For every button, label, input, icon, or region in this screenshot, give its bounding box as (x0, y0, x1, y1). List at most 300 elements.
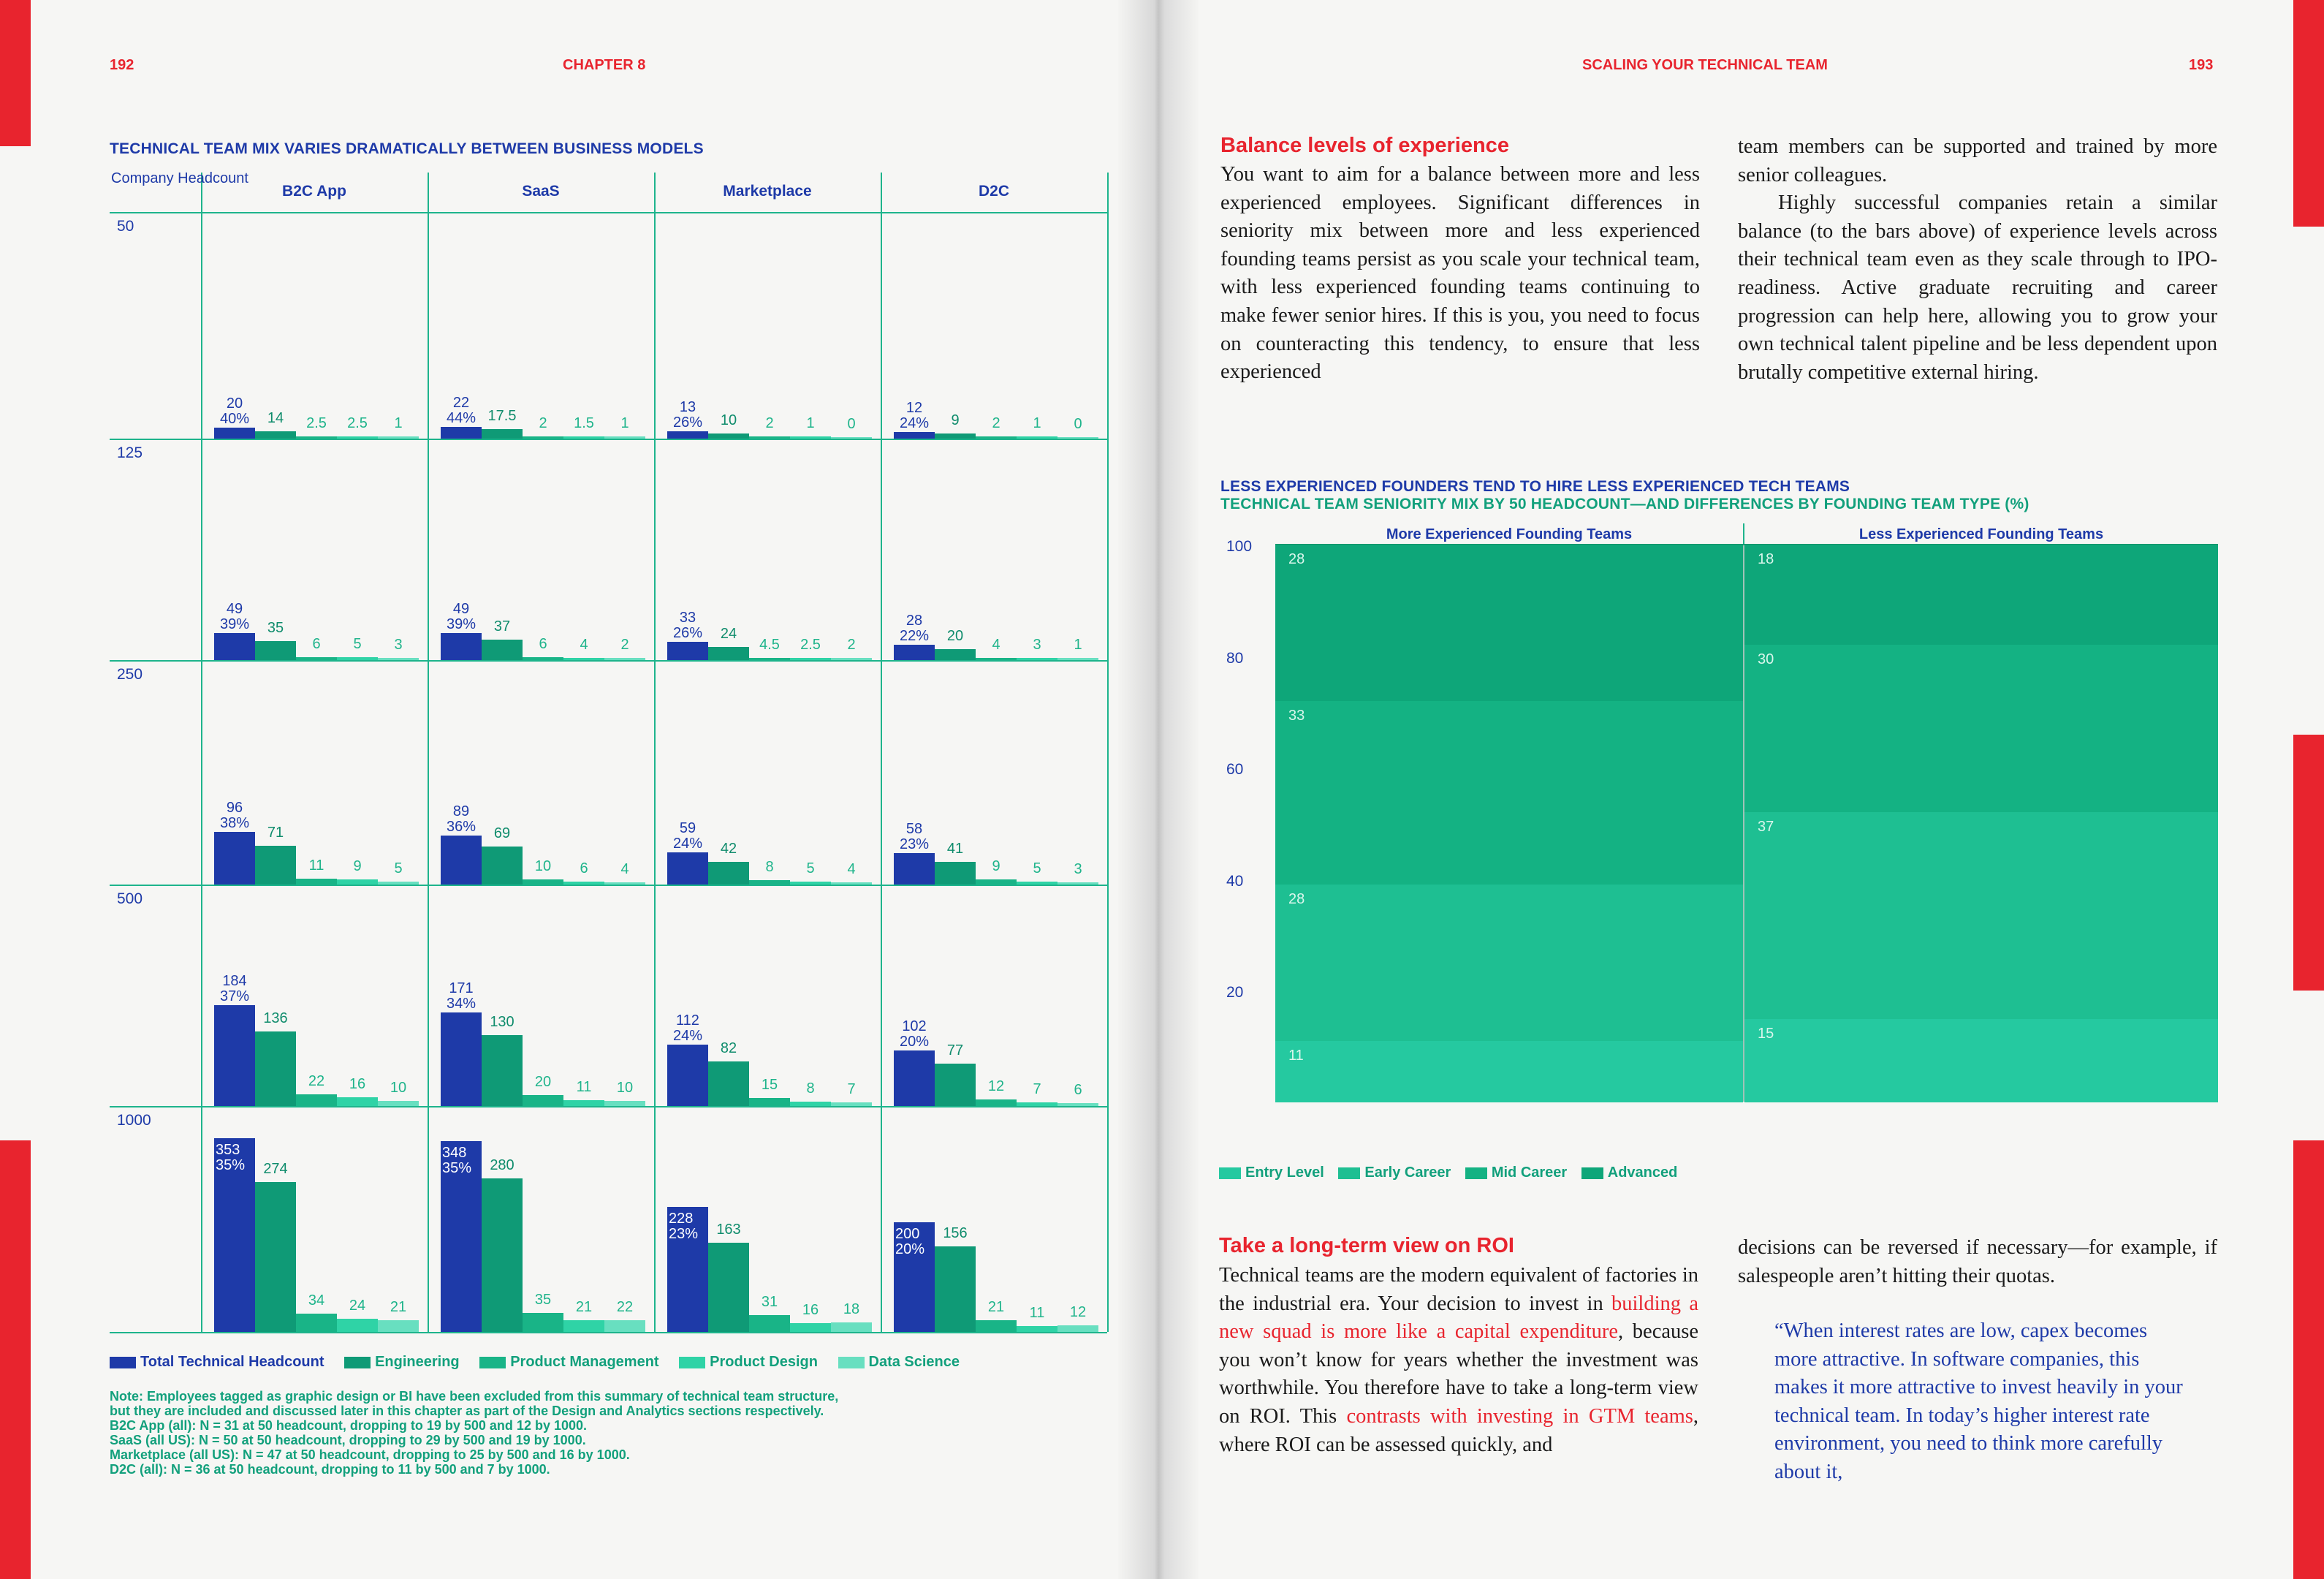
total-headcount: 102 (902, 1018, 927, 1034)
bar-total (667, 642, 708, 660)
bar-segment (1057, 658, 1098, 660)
segment-value-label: 9 (353, 858, 362, 875)
grid-hline (110, 660, 1107, 662)
bar-segment (708, 1061, 749, 1107)
bar-segment (1017, 658, 1057, 660)
bar-segment (604, 658, 645, 660)
grid-vline (1107, 173, 1109, 1332)
segment-value-label: 14 (267, 409, 284, 426)
total-headcount: 20 (226, 395, 243, 412)
edge-tab-right-bottom (2293, 1140, 2324, 1579)
segment-value-label: 5 (1033, 860, 1041, 877)
bar-segment (1057, 882, 1098, 885)
total-value-label (438, 395, 485, 426)
segment-value-label: 41 (946, 841, 964, 857)
segment-value-label: 37 (493, 618, 511, 635)
y-tick-label: 100 (1226, 538, 1253, 555)
y-tick-label: 40 (1226, 872, 1244, 890)
segment-label: 30 (1758, 651, 1774, 668)
bar-segment (935, 1064, 976, 1106)
bar-segment (378, 882, 419, 885)
seniority-legend (1219, 1165, 1687, 1181)
segment-label: 11 (1288, 1048, 1304, 1064)
bar-segment (523, 1095, 563, 1106)
bar-segment (935, 862, 976, 885)
header-divider (1743, 523, 1744, 545)
segment-value-label: 0 (1074, 416, 1082, 432)
segment-value-label: 6 (312, 635, 321, 652)
segment-value-label: 274 (263, 1160, 288, 1177)
bar-segment (1057, 1325, 1098, 1332)
seniority-category-header: More Experienced Founding Teams (1386, 526, 1633, 542)
bar-segment (831, 437, 872, 439)
bar-segment (337, 1097, 378, 1106)
chart-title-sub: TECHNICAL TEAM SENIORITY MIX BY 50 HEADCOUNT—AND DIFFERENCES BY FOUNDING TEAM TYPE (%) (1220, 496, 2029, 512)
bar-total (894, 1050, 935, 1107)
segment-value-label: 31 (761, 1293, 778, 1310)
body-text-col1-top: You want to aim for a balance between more and less experienced employees. Significant differences in seniority mix between more and less experienced founding teams persist as you scale your technical team, with less experienced founding teams continuing to make fewer senior hires. If this is you, you need to focus on counteracting this tendency, to ensure that less experienced (1220, 163, 1700, 384)
bar-segment (604, 436, 645, 439)
figure-title-left: TECHNICAL TEAM MIX VARIES DRAMATICALLY BETWEEN BUSINESS MODELS (110, 140, 704, 157)
bar-segment (749, 1315, 790, 1332)
segment-value-label: 1 (394, 415, 403, 431)
bar-total (894, 432, 935, 439)
segment-value-label: 17.5 (487, 407, 517, 424)
segment-value-label: 2.5 (800, 637, 821, 653)
segment-value-label: 10 (616, 1079, 634, 1096)
legend-data-science: Data Science (838, 1354, 960, 1371)
segment-value-label: 2 (620, 637, 629, 653)
bar-segment (378, 658, 419, 660)
bar-segment (831, 1322, 872, 1333)
chart-title-main: LESS EXPERIENCED FOUNDERS TEND TO HIRE LESS EXPERIENCED TECH TEAMS (1220, 478, 1850, 495)
total-percent: 37% (219, 988, 250, 1004)
stacked-segment (1275, 544, 1743, 701)
segment-value-label: 21 (575, 1299, 593, 1316)
segment-value-label: 7 (1033, 1080, 1041, 1097)
legend-product-management: Product Management (479, 1354, 658, 1371)
total-headcount: 112 (676, 1012, 699, 1029)
segment-value-label: 82 (720, 1040, 737, 1056)
edge-tab-left-top (0, 0, 31, 146)
segment-value-label: 2.5 (306, 415, 327, 431)
segment-value-label: 24 (720, 626, 737, 642)
bar-segment (378, 1320, 419, 1332)
legend-mid-career: Mid Career (1465, 1165, 1567, 1181)
link-capital-expenditure[interactable]: building a new squad is more like a capital expenditure (1219, 1292, 1698, 1344)
total-headcount: 353 (216, 1142, 240, 1159)
legend-engineering: Engineering (344, 1354, 460, 1371)
bar-segment (935, 433, 976, 439)
segment-value-label: 9 (951, 412, 960, 429)
segment-label: 28 (1288, 551, 1305, 567)
segment-value-label: 156 (943, 1225, 968, 1241)
segment-value-label: 2 (539, 415, 547, 431)
total-value-label (664, 821, 711, 852)
stacked-segment (1275, 700, 1743, 885)
total-headcount: 184 (222, 973, 247, 989)
segment-label: 37 (1758, 819, 1774, 836)
bar-segment (604, 1320, 645, 1333)
total-percent: 35% (216, 1157, 246, 1174)
total-value-label (211, 800, 258, 831)
segment-value-label: 16 (802, 1302, 819, 1318)
grid-hline (110, 1332, 1107, 1333)
legend-total: Total Technical Headcount (110, 1354, 324, 1371)
bar-segment (1017, 1326, 1057, 1332)
bar-segment (749, 880, 790, 885)
total-headcount: 49 (226, 601, 243, 618)
segment-value-label: 1 (806, 415, 815, 431)
bar-segment (708, 647, 749, 660)
bar-segment (296, 879, 337, 885)
total-headcount: 89 (452, 803, 470, 820)
segment-value-label: 5 (353, 636, 362, 653)
total-percent: 38% (219, 815, 250, 831)
bar-segment (1017, 436, 1057, 439)
bar-segment (563, 1320, 604, 1332)
page-number-right: 193 (2189, 57, 2214, 73)
grid-hline (110, 212, 1107, 213)
running-head-right: SCALING YOUR TECHNICAL TEAM (1582, 57, 1828, 73)
edge-tab-right-top (2293, 0, 2324, 227)
column-header-d2c: D2C (978, 183, 1009, 200)
total-percent: 39% (446, 616, 476, 633)
bar-segment (1057, 437, 1098, 439)
segment-value-label: 15 (761, 1076, 778, 1093)
segment-value-label: 4.5 (759, 636, 780, 653)
segment-value-label: 11 (576, 1078, 592, 1095)
category-divider (1743, 544, 1744, 1102)
bar-segment (749, 658, 790, 660)
y-tick-label: 20 (1226, 984, 1244, 1001)
total-value-label (438, 804, 485, 835)
stacked-segment (1275, 1040, 1743, 1102)
book-gutter (1118, 0, 1199, 1579)
bar-segment (604, 1101, 645, 1107)
pull-quote: “When interest rates are low, capex becomes more attractive. In software companies, this makes it more attractive to invest heavily in your technical team. In today’s higher interest rate environment, you need to think more carefully about it, (1774, 1319, 2183, 1483)
grid-hline (110, 439, 1107, 440)
bar-segment (976, 1099, 1017, 1106)
grid-hline (110, 1106, 1107, 1107)
total-value-label (211, 396, 258, 427)
total-percent: 24% (899, 415, 930, 431)
total-value-label (891, 613, 938, 644)
total-percent: 20% (895, 1241, 925, 1257)
segment-value-label: 280 (490, 1157, 514, 1173)
bar-segment (563, 882, 604, 885)
total-percent: 23% (899, 836, 930, 852)
stacked-segment (1275, 884, 1743, 1041)
grid-vline (654, 173, 656, 1332)
bar-segment (831, 882, 872, 885)
bar-segment (708, 862, 749, 885)
bar-segment (523, 879, 563, 885)
total-percent: 24% (672, 835, 703, 852)
bar-segment (296, 1314, 337, 1333)
total-headcount: 33 (679, 610, 696, 626)
bar-total (667, 431, 708, 439)
segment-value-label: 130 (490, 1013, 514, 1030)
bar-segment (337, 657, 378, 660)
segment-value-label: 2 (765, 415, 774, 431)
bar-segment (296, 1094, 337, 1107)
running-head-left: CHAPTER 8 (563, 57, 646, 73)
total-percent: 35% (442, 1160, 472, 1176)
bar-total (441, 633, 482, 660)
bar-total (214, 428, 255, 439)
segment-value-label: 5 (394, 860, 403, 877)
segment-value-label: 9 (992, 858, 1000, 875)
segment-value-label: 35 (267, 619, 284, 636)
bar-segment (563, 1100, 604, 1106)
bar-segment (749, 436, 790, 439)
total-percent: 44% (446, 409, 476, 426)
bar-total (667, 1045, 708, 1106)
segment-value-label: 11 (308, 857, 324, 874)
bar-total (667, 852, 708, 885)
stacked-segment (1744, 811, 2218, 1018)
bar-segment (378, 436, 419, 439)
total-value-label (891, 401, 938, 431)
page-number-left: 192 (110, 57, 134, 73)
total-headcount: 171 (449, 980, 474, 996)
bar-segment (1057, 1103, 1098, 1107)
segment-value-label: 10 (390, 1079, 407, 1096)
bar-total (441, 836, 482, 885)
segment-value-label: 20 (534, 1074, 552, 1090)
bar-segment (296, 657, 337, 661)
segment-value-label: 71 (267, 824, 284, 841)
total-percent: 23% (669, 1226, 699, 1242)
grid-hline (110, 885, 1107, 886)
bar-segment (708, 1243, 749, 1332)
segment-value-label: 12 (987, 1078, 1005, 1094)
bar-segment (255, 1182, 296, 1333)
chart-notes: Note: Employees tagged as graphic design or BI have been excluded from this summary of technical team structure, but they are included and discussed later in this chapter as part of the Design and Analytics sections respectively. B2C App (all): N = 31 at 50 headcount, dropping to 19 by 500 and 12 by 1000. SaaS (all US): N = 50 at 50 headcount, dropping to 29 by 500 and 19 by 1000. Marketplace (all US): N = 47 at 50 headcount, dropping to 25 by 500 and 16 by 1000. D2C (all): N = 36 at 50 headcount, dropping to 11 by 500 and 7 by 1000. (110, 1389, 839, 1477)
segment-value-label: 1.5 (574, 415, 594, 431)
segment-value-label: 4 (580, 637, 588, 653)
bar-segment (790, 1323, 831, 1332)
bar-segment (563, 436, 604, 439)
grid-vline (881, 173, 882, 1332)
segment-value-label: 69 (493, 825, 511, 842)
segment-value-label: 77 (946, 1042, 964, 1059)
bar-segment (482, 1178, 523, 1332)
bar-segment (749, 1098, 790, 1106)
body-text-col1-bottom: Technical teams are the modern equivalent of factories in the industrial era. Your decision to invest in building a new squad is more like a capital expenditure, because you won’t know for years whether the investment was worthwhile. You therefore have to take a long-term view on ROI. This contrasts with investing in GTM teams, where ROI can be assessed quickly, and (1219, 1264, 1698, 1456)
stacked-segment (1744, 1018, 2218, 1102)
bar-total (441, 427, 482, 439)
segment-value-label: 3 (394, 637, 403, 653)
total-headcount: 348 (442, 1145, 467, 1161)
bar-total (214, 1005, 255, 1106)
legend-product-design: Product Design (679, 1354, 818, 1371)
segment-value-label: 163 (716, 1221, 741, 1238)
total-headcount: 59 (679, 819, 696, 836)
total-value-label (438, 981, 485, 1012)
segment-value-label: 3 (1074, 861, 1082, 877)
bar-segment (976, 1320, 1017, 1332)
bar-segment (935, 649, 976, 660)
segment-value-label: 10 (534, 857, 552, 874)
total-value-label (664, 400, 711, 431)
bar-total (214, 832, 255, 885)
segment-value-label: 4 (620, 861, 629, 877)
total-percent: 39% (219, 616, 250, 633)
bar-segment (831, 1102, 872, 1106)
bar-segment (523, 1313, 563, 1332)
segment-value-label: 8 (765, 859, 774, 875)
total-headcount: 58 (905, 820, 923, 837)
total-headcount: 13 (679, 399, 696, 416)
total-percent: 26% (672, 625, 703, 642)
segment-value-label: 3 (1033, 637, 1041, 653)
segment-value-label: 20 (946, 628, 964, 644)
bar-segment (1017, 1102, 1057, 1106)
legend-early-career: Early Career (1338, 1165, 1451, 1181)
y-tick-label: 60 (1226, 761, 1244, 779)
bar-segment (296, 436, 337, 439)
total-value-label (891, 1019, 938, 1050)
column-header-saas: SaaS (522, 183, 560, 200)
body-text-col2-bottom: decisions can be reversed if necessary—for example, if salespeople aren’t hitting their quotas. (1738, 1236, 2217, 1287)
segment-value-label: 10 (720, 412, 737, 428)
segment-value-label: 42 (720, 840, 737, 857)
total-value-label (664, 610, 711, 641)
bar-segment (337, 1319, 378, 1332)
left-page (0, 0, 1153, 1579)
bar-segment (976, 658, 1017, 660)
segment-value-label: 21 (390, 1299, 407, 1316)
stacked-segment (1744, 644, 2218, 812)
total-headcount: 22 (452, 394, 470, 411)
segment-value-label: 2 (847, 637, 856, 653)
segment-value-label: 34 (308, 1292, 325, 1309)
segment-value-label: 1 (1033, 415, 1041, 431)
segment-label: 28 (1288, 891, 1305, 908)
bar-segment (604, 882, 645, 885)
bar-total (214, 633, 255, 660)
bar-segment (708, 433, 749, 439)
stacked-segment (1744, 544, 2218, 645)
legend-entry-level: Entry Level (1219, 1165, 1324, 1181)
legend-advanced: Advanced (1581, 1165, 1678, 1181)
segment-value-label: 8 (806, 1080, 815, 1097)
total-value-label (891, 822, 938, 852)
segment-value-label: 6 (539, 635, 547, 652)
total-percent: 36% (446, 819, 476, 836)
total-percent: 24% (672, 1028, 703, 1044)
bar-segment (482, 640, 523, 660)
bar-segment (482, 1035, 523, 1107)
segment-value-label: 2.5 (347, 415, 368, 431)
bar-segment (255, 641, 296, 660)
segment-value-label: 24 (349, 1298, 366, 1314)
total-headcount: 96 (226, 800, 243, 816)
segment-value-label: 12 (1069, 1304, 1087, 1320)
row-label-250: 250 (117, 666, 143, 683)
segment-value-label: 1 (1074, 637, 1082, 653)
link-gtm-teams[interactable]: contrasts with investing in GTM teams (1346, 1404, 1693, 1428)
y-tick-label: 80 (1226, 649, 1244, 667)
segment-value-label: 22 (308, 1072, 325, 1089)
total-percent: 26% (672, 414, 703, 431)
bar-segment (935, 1246, 976, 1332)
row-label-50: 50 (117, 218, 134, 235)
row-label-500: 500 (117, 890, 143, 907)
body-text-col2-top: team members can be supported and trained by more senior colleagues. Highly successful companies retain a similar balance (to the bars above) of experience levels across their technical team even as they scale through to IPO-readiness. Active graduate recruiting and career progression can help here, allowing you to grow your own technical talent pipeline and be less dependent upon brutally competitive external hiring. (1738, 135, 2217, 384)
chart-legend-left (110, 1354, 976, 1371)
row-label-125: 125 (117, 444, 143, 461)
bar-segment (378, 1101, 419, 1107)
total-headcount: 200 (895, 1226, 920, 1242)
bar-segment (255, 431, 296, 439)
total-headcount: 49 (452, 601, 470, 618)
segment-value-label: 22 (616, 1298, 634, 1315)
bar-segment (523, 436, 563, 439)
bar-segment (790, 436, 831, 439)
total-headcount: 28 (905, 613, 923, 629)
grid-vline (201, 173, 202, 1332)
bar-segment (790, 882, 831, 885)
segment-value-label: 18 (843, 1300, 860, 1317)
total-percent: 34% (446, 995, 476, 1012)
bar-segment (790, 1102, 831, 1106)
bar-segment (523, 657, 563, 661)
total-value-label (438, 602, 485, 632)
segment-value-label: 21 (987, 1299, 1005, 1316)
total-headcount: 12 (905, 400, 923, 416)
bar-segment (563, 658, 604, 660)
bar-segment (255, 846, 296, 885)
bar-segment (1017, 882, 1057, 885)
segment-value-label: 0 (847, 416, 856, 432)
column-header-b2c-app: B2C App (282, 183, 346, 200)
total-value-label (211, 602, 258, 632)
bar-segment (790, 658, 831, 660)
segment-value-label: 6 (580, 860, 588, 876)
total-headcount: 228 (669, 1211, 694, 1227)
total-percent: 40% (219, 411, 250, 427)
section-heading-roi: Take a long-term view on ROI (1219, 1234, 1514, 1257)
bar-segment (976, 436, 1017, 439)
segment-value-label: 136 (263, 1010, 288, 1026)
column-header-marketplace: Marketplace (723, 183, 812, 200)
segment-label: 18 (1758, 551, 1774, 567)
bar-segment (337, 879, 378, 885)
segment-value-label: 7 (847, 1080, 856, 1097)
total-value-label (211, 974, 258, 1004)
seniority-category-header: Less Experienced Founding Teams (1858, 526, 2104, 542)
edge-tab-left-bottom (0, 1140, 31, 1579)
total-percent: 22% (899, 628, 930, 644)
bar-total (894, 645, 935, 660)
row-label-1000: 1000 (117, 1112, 151, 1129)
bar-segment (482, 847, 523, 885)
section-heading-experience: Balance levels of experience (1220, 134, 1509, 157)
segment-value-label: 1 (620, 415, 629, 431)
segment-value-label: 2 (992, 415, 1000, 431)
bar-segment (976, 879, 1017, 885)
segment-value-label: 11 (1029, 1304, 1045, 1321)
bar-segment (831, 658, 872, 660)
bar-segment (482, 429, 523, 439)
segment-value-label: 35 (534, 1291, 552, 1308)
segment-label: 15 (1758, 1025, 1774, 1042)
segment-value-label: 6 (1074, 1081, 1082, 1098)
bar-segment (337, 436, 378, 439)
